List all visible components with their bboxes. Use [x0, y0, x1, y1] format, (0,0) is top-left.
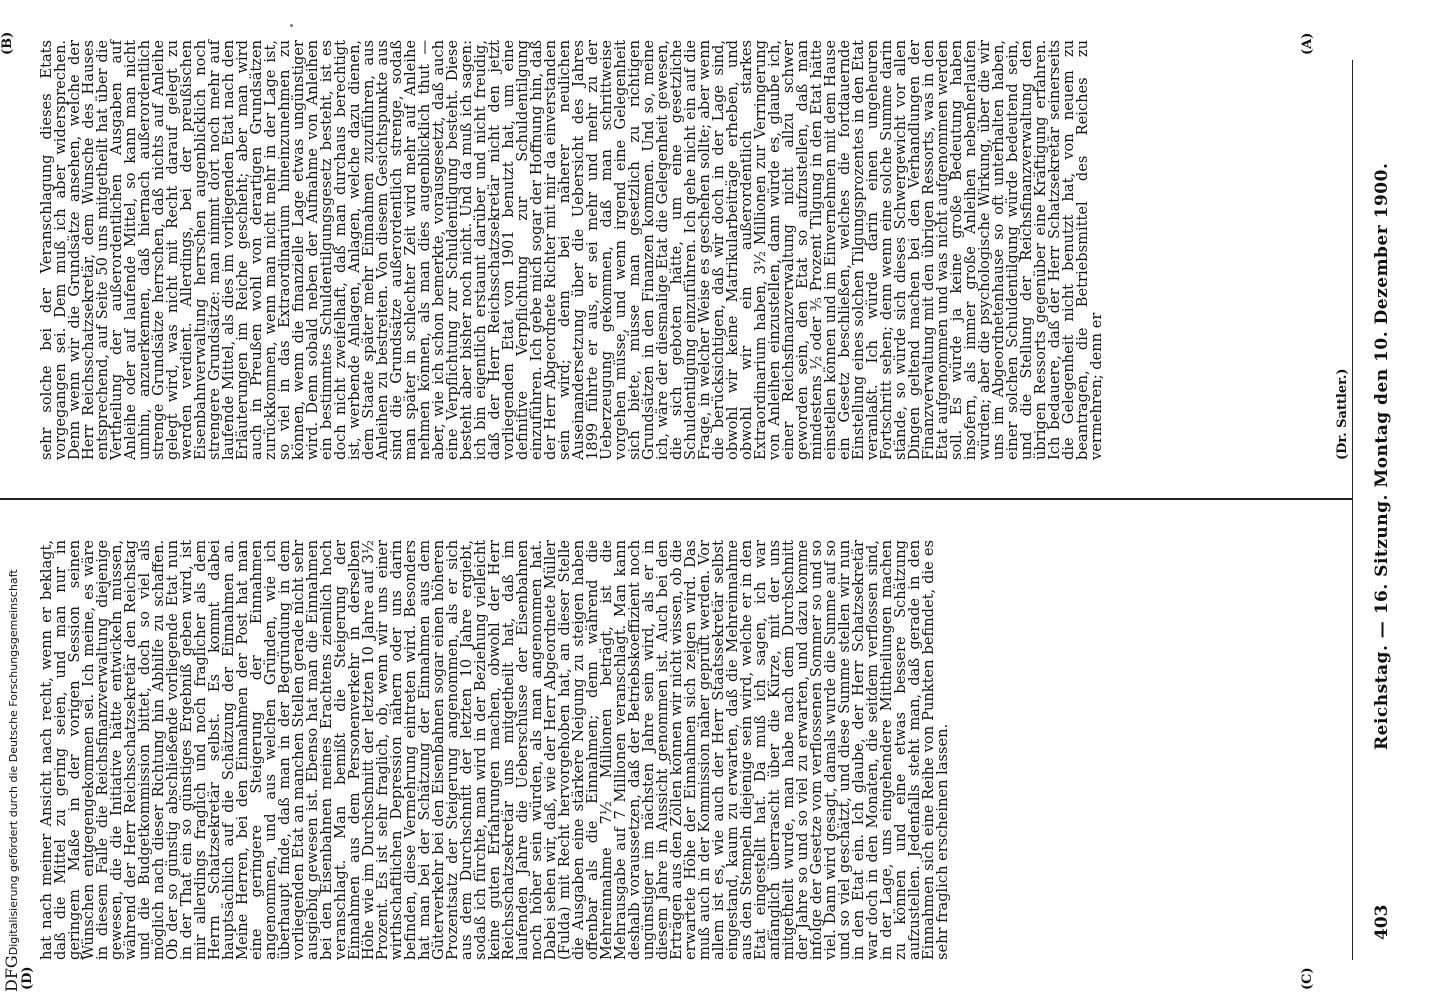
margin-marker-d: (D): [20, 966, 35, 990]
margin-marker-b: (B): [0, 31, 15, 55]
page-title: Reichstag. — 16. Sitzung. Montag den 10. Dezember 1900.: [1372, 162, 1392, 750]
header-rule: [1352, 60, 1353, 960]
text-column-left-half: [40, 40, 1325, 460]
page-number: 403: [1372, 904, 1392, 940]
margin-marker-c: (C): [1300, 967, 1315, 990]
column-divider: [0, 499, 1352, 501]
page-header: [1366, 0, 1406, 1000]
dfg-logo: DFG: [2, 955, 21, 992]
footer-text: Digitalisierung gefördert durch die Deutsche Forschungsgemeinschaft: [7, 569, 20, 956]
margin-marker-a: (A): [1300, 32, 1315, 55]
text-column-right-half: [40, 540, 1340, 960]
footer-credit: [2, 0, 21, 992]
column-paragraph: hat nach meiner Ansicht nach recht, wenn er beklagt, daß die Mittel zu gering seien, und man nur in geringem Maße in der vorigen Session seinen Wünschen entgegengekommen sei. Ich meine, es wäre in diesem Falle die Reichsfinanzverwaltung diejenige gewesen, die die Initiative hätte entwickeln müssen, während der Herr Reichsschatzsekretär den Reichstag und die Budgetkommission bittet, doch so viel als möglich nach dieser Richtung hin Abhilfe zu schaffen. Ob der so günstig abschließende vorliegende Etat nun in der That ein so günstiges Ergebniß geben wird, ist mir allerdings fraglich und noch fraglicher als dem Herrn Schatzsekretär selbst. Es kommt dabei hauptsächlich auf die Schätzung der Einnahmen an. Meine Herren, bei den Einnahmen der Post hat man eine geringere Steigerung der Einnahmen angenommen, und aus welchen Gründen, wie ich überhaupt finde, daß man in der Begründung in dem vorliegenden Etat an manchen Stellen gerade nicht sehr ausgiebig gewesen ist. Ebenso hat man die Einnahmen bei den Eisenbahnen meines Erachtens ziemlich hoch veranschlagt. Man bemißt die Steigerung der Einnahmen aus dem Personenverkehr in derselben Höhe wie im Durchschnitt der letzten 10 Jahre auf 3½ Prozent. Es ist sehr fraglich, ob, wenn wir uns einer wirthschaftlichen Depression nähern oder uns darin befinden, diese Vermehrung eintreten wird. Besonders hat man bei der Schätzung der Einnahmen aus dem Güterverkehr bei den Eisenbahnen sogar einen höheren Prozentsatz der Steigerung angenommen, als er sich aus dem Durchschnitt der letzten 10 Jahre ergiebt, sodaß ich fürchte, man wird in der Beziehung vielleicht keine guten Erfahrungen machen, obwohl der Herr Reichsschatzsekretär uns mitgetheilt hat, daß im laufenden Jahre die Ueberschüsse der Eisenbahnen noch höher sein würden, als man angenommen hat. Dabei sehen wir, daß, wie der Herr Abgeordnete Müller (Fulda) mit Recht hervorgehoben hat, an dieser Stelle die Ausgaben eine stärkere Neigung zu steigen haben offenbar als die Einnahmen; denn während die Mehreinnahme 7½ Millionen beträgt, ist die Mehrausgabe auf 7 Millionen veranschlagt. Man kann deshalb voraussetzen, daß der Betriebskoeffizient noch ungünstiger im nächsten Jahre sein wird, als er in diesem Jahre in Aussicht genommen ist. Auch bei den Erträgen aus den Zöllen können wir nicht wissen, ob die erwartete Höhe der Einnahmen sich zeigen wird. Das muß auch in der Kommission näher geprüft werden. Vor allem ist es, wie auch der Herr Staatssekretär selbst eingestand, kaum zu erwarten, daß die Mehreinnahme aus den Stempeln diejenige sein wird, welche er in den Etat eingestellt hat. Da muß ich sagen, ich war anfänglich überrascht über die Kürze, mit der uns mitgetheilt wurde, man habe nach dem Durchschnitt der Jahre so und so viel zu erwarten, und dazu komme infolge der Gesetze vom verflossenen Sommer so und so viel. Dann wird gesagt, damals wurde die Summe auf so und so viel geschätzt, und diese Summe stellen wir nun in den Etat ein. Ich glaube, der Herr Schatzsekretär war doch in den Monaten, die seitdem verflossen sind, in der Lage, uns eingehendere Mittheilungen machen zu können und eine etwas bessere Schätzung aufzustellen. Jedenfalls steht man, daß gerade in den Einnahmen sich eine Reihe von Punkten befindet, die es sehr fraglich erscheinen lassen.: [38, 540, 951, 960]
column-paragraph: sehr solche bei der Veranschlagung dieses Etats vorgegangen sei. Dem muß ich aber widersprechen. Denn wenn wir die Grundsätze ansehen, welche der Herr Reichsschatzsekretär, dem Wunsche des Hauses entsprechend, auf Seite 50 uns mitgetheilt hat über die Vertheilung der außerordentlichen Ausgaben auf Anleihe oder auf laufende Mittel, so kann man nicht umhin, anzuerkennen, daß hiernach außerordentlich strenge Grundsätze herrschen, daß nichts auf Anleihe gelegt wird, was nicht mit Recht darauf gelegt zu werden verdient. Allerdings, bei der preußischen Eisenbahnverwaltung herrschen augenblicklich noch strengere Grundsätze: man nimmt dort noch mehr auf laufende Mittel, als dies im vorliegenden Etat nach den Erläuterungen im Reiche geschieht; aber man wird auch in Preußen wohl von derartigen Grundsätzen zurückkommen, wenn man nicht mehr in der Lage ist, so viel in das Extraordinarium hineinzunehmen zu können, wenn die finanzielle Lage etwas ungünstiger wird. Denn sobald neben der Aufnahme von Anleihen ein bestimmtes Schuldentilgungsgesetz besteht, ist es doch nicht zweifelhaft, daß man durchaus berechtigt ist, werbende Anlagen, Anlagen, welche dazu dienen, dem Staate später mehr Einnahmen zuzuführen, aus Anleihen zu bestreiten. Von diesem Gesichtspunkte aus sind die Grundsätze außerordentlich strenge, sodaß man später in schlechter Zeit wird mehr auf Anleihe nehmen können, als man dies augenblicklich thut — aber, wie ich schon bemerkte, vorausgesetzt, daß auch eine Verpflichtung zur Schuldentilgung besteht. Diese besteht aber bisher noch nicht. Und da muß ich sagen: ich bin eigentlich erstaunt darüber und nicht freudig, daß der Herr Reichsschatzsekretär nicht den jetzt vorliegenden Etat von 1901 benutzt hat, um eine definitive Verpflichtung zur Schuldentilgung einzuführen. Ich gebe mich sogar der Hoffnung hin, daß der Herr Abgeordnete Richter mit mir da einverstanden sein wird; denn bei näherer neulichen Auseinandersetzung über die Uebersicht des Jahres 1899 führte er aus, er sei mehr und mehr zu der Ueberzeugung gekommen, daß man schrittweise vorgehen müsse, und wenn irgend eine Gelegenheit sich biete, müsse man gesetzlich zu richtigen Grundsätzen in den Finanzen kommen. Und so, meine ich, wäre der diesmalige Etat die Gelegenheit gewesen, die sich geboten hätte, um eine gesetzliche Schuldentilgung einzuführen. Ich gehe nicht ein auf die Frage, in welcher Weise es geschehen sollte; aber wenn die berücksichtigen, daß wir doch in der Lage sind, obwohl wir keine Matrikularbeiträge erheben, und obwohl wir ein außerordentlich starkes Extraordinarium haben, 3½ Millionen zur Verringerung von Anleihen einzustellen, dann würde es, glaube ich, einer Reichsfinanzverwaltung nicht allzu schwer geworden sein, den Etat so aufzustellen, daß man mindestens ½ oder ⅗ Prozent Tilgung in den Etat hätte einstellen können und im Einvernehmen mit dem Hause ein Gesetz beschließen, welches die fortdauernde Einstellung eines solchen Tilgungsprozentes in den Etat veranlaßt. Ich würde darin einen ungeheuren Fortschritt sehen; denn wenn eine solche Summe darin stände, so würde sich dieses Schwergewicht vor allen Dingen geltend machen bei den Verhandlungen der Finanzverwaltung mit den übrigen Ressorts, was in den Etat aufgenommen und was nicht aufgenommen werden soll. Es würde ja keine große Bedeutung haben insofern, als immer große Anleihen nebenherlaufen würden; aber die psychologische Wirkung, über die wir uns im Abgeordnetenhause so oft unterhalten haben, einer solchen Schuldentilgung würde bedeutend sein, und die Stellung der Reichsfinanzverwaltung den übrigen Ressorts gegenüber eine Kräftigung erfahren. Ich bedauere, daß der Herr Schatzsekretär seinerseits die Gelegenheit nicht benutzt hat, von neuem zu beantragen, die Betriebsmittel des Reiches zu vermehren; denn er: [38, 40, 1105, 460]
speaker-label: (Dr. Sattler.): [1335, 368, 1350, 460]
